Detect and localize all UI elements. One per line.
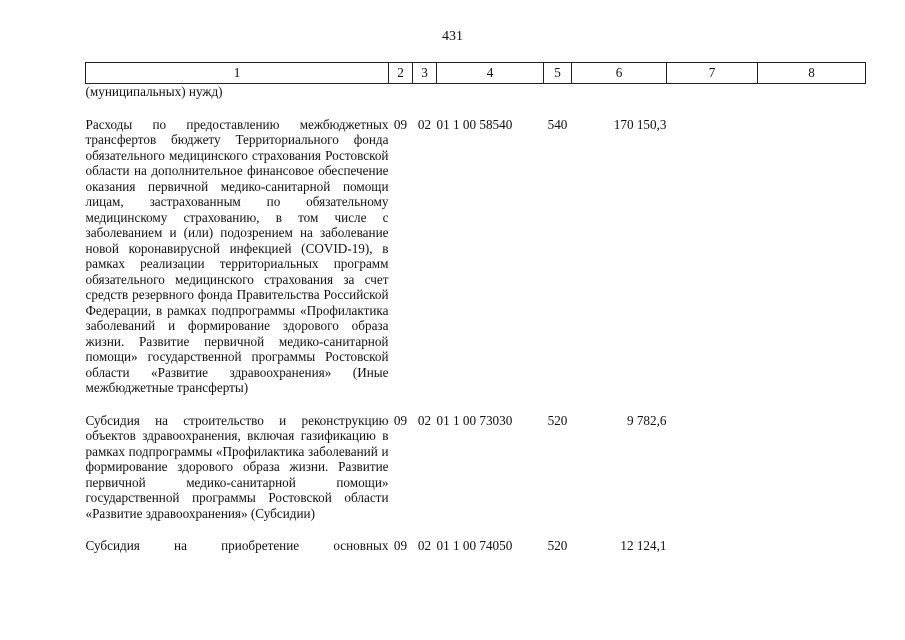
row-rz: 09 (393, 412, 408, 428)
continuation-row (86, 84, 866, 100)
table-row (86, 537, 866, 554)
header-row (86, 63, 866, 84)
row-amount: 9 782,6 (626, 412, 667, 428)
row-col7 (667, 537, 758, 554)
column-header-4: 4 (437, 63, 544, 84)
row-pr: 02 (417, 412, 432, 428)
row-vr: 520 (547, 538, 568, 553)
column-header-5: 5 (544, 63, 572, 84)
row-rz: 09 (393, 116, 408, 132)
continuation-text: (муниципальных) нужд) (85, 84, 223, 99)
row-rz: 09 (393, 538, 408, 553)
column-header-8: 8 (758, 63, 866, 84)
row-col8 (758, 116, 866, 396)
table-row (86, 116, 866, 396)
column-header-2: 2 (389, 63, 413, 84)
row-csr: 01 1 00 73030 (436, 412, 513, 428)
page-number: 431 (442, 29, 463, 44)
row-col8 (758, 537, 866, 554)
row-amount: 170 150,3 (613, 116, 667, 132)
column-header-6: 6 (572, 63, 667, 84)
row-pr: 02 (417, 538, 432, 553)
row-description: Расходы по предоставлению межбюджетных трансфертов бюджету Территориального фонда обязательного медицинского страхования Ростовской области на дополнительное финансовое обеспечение оказания первичной медико-санитарной помощи лицам, застрахованным по обязательному медицинскому страхованию, в том числе с заболеванием и (или) подозрением на заболевание новой коронавирусной инфекцией (COVID-19), в рамках реализации территориальных программ обязательного медицинского страхования за счет средств резервного фонда Правительства Российской Федерации, в рамках подпрограммы «Профилактика заболеваний и формирование здорового образа жизни. Развитие первичной медико-санитарной помощи» государственной программы Ростовской области «Развитие здравоохранения» (Иные межбюджетные трансферты) (85, 116, 389, 395)
row-vr: 520 (547, 412, 568, 428)
row-col7 (667, 412, 758, 522)
column-header-3: 3 (413, 63, 437, 84)
row-col8 (758, 412, 866, 522)
column-header-7: 7 (667, 63, 758, 84)
row-description: Субсидия на приобретение основных (85, 538, 389, 553)
row-vr: 540 (547, 116, 568, 132)
table-row (86, 412, 866, 522)
row-col7 (667, 116, 758, 396)
budget-table (85, 62, 866, 554)
row-csr: 01 1 00 74050 (436, 538, 513, 553)
row-description: Субсидия на строительство и реконструкцию объектов здравоохранения, включая газификацию в рамках подпрограммы «Профилактика заболеваний и формирование здорового образа жизни. Развитие первичной медико-санитарной помощи» государственной программы Ростовской области «Развитие здравоохранения» (Субсидии) (85, 412, 389, 521)
row-csr: 01 1 00 58540 (436, 116, 513, 132)
column-header-1: 1 (86, 63, 389, 84)
row-amount: 12 124,1 (620, 538, 667, 553)
row-pr: 02 (417, 116, 432, 132)
